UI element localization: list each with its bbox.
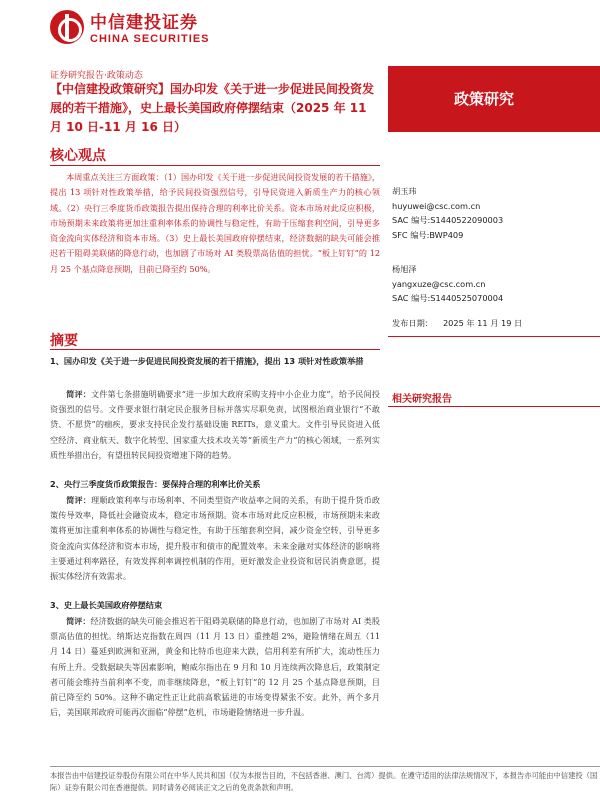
comment-label: 简评： bbox=[66, 616, 91, 626]
comment-label: 简评： bbox=[66, 389, 91, 399]
summary-item-title: 1、国办印发《关于进一步促进民间投资发展的若干措施》，提出 13 项针对性政策举措 bbox=[50, 356, 364, 366]
brand-logo bbox=[50, 8, 210, 45]
analyst-sfc: SFC 编号:BWP409 bbox=[392, 229, 464, 240]
analyst-card bbox=[392, 184, 592, 242]
analyst-sac: SAC 编号:S1440525070004 bbox=[392, 293, 504, 303]
footer-divider bbox=[50, 766, 600, 767]
publish-date-label: 发布日期： bbox=[392, 318, 433, 328]
summary-heading: 摘要 bbox=[50, 333, 78, 349]
comment-label: 简评： bbox=[66, 495, 91, 505]
publish-date-value: 2025 年 11 月 19 日 bbox=[442, 318, 523, 328]
brand-name-en: CHINA SECURITIES bbox=[90, 33, 210, 45]
summary-divider bbox=[50, 349, 380, 350]
analyst-email[interactable]: huyuwei@csc.com.cn bbox=[392, 200, 481, 211]
publish-date bbox=[392, 318, 522, 329]
brand-name-cn: 中信建投证券 bbox=[90, 13, 198, 33]
key-points-divider bbox=[50, 165, 380, 166]
summary-item-comment bbox=[50, 493, 380, 584]
comment-text: 理顺政策利率与市场利率、不同类型资产收益率之间的关系，有助于提升货币政策传导效率，降低社会融资成本，稳定市场预期。资本市场对此反应积极，市场预期未来政策将更加注重利率体系的协调性与稳定性，有助于压缩套利空间，减少资金空转，引导更多资金流向实体经济和资本市场，提升股市和债市的配置效率。未来金融对实体经济的影响将主要通过利率路径，有效发挥利率调控机制的作用，更好激发企业投资和居民消费意愿，提振实体经济有效需求。 bbox=[50, 495, 380, 582]
analyst-card bbox=[392, 262, 592, 306]
disclaimer-footer: 本报告由中信建投证券股份有限公司在中华人民共和国（仅为本报告目的，不包括香港、澳门、台湾）提供。在遵守适用的法律法规情况下，本报告亦可能由中信建投（国际）证券有限公司在香港提供。同时请务必阅读正文之后的免责条款和声明。 bbox=[50, 771, 598, 792]
summary-item-title: 2、央行三季度货币政策报告：要保持合理的利率比价关系 bbox=[50, 479, 261, 489]
page-header bbox=[0, 0, 600, 62]
report-type: 证券研究报告·政策动态 bbox=[50, 71, 143, 81]
report-title: 【中信建投政策研究】国办印发《关于进一步促进民间投资发展的若干措施》，史上最长美国政府停摆结束（2025 年 11 月 10 日-11 月 16 日） bbox=[50, 82, 375, 134]
analyst-name: 胡玉玮 bbox=[392, 186, 417, 196]
related-reports-divider bbox=[388, 406, 600, 407]
summary-item-comment bbox=[50, 614, 380, 720]
analyst-sac: SAC 编号:S1440522090003 bbox=[392, 215, 504, 225]
brand-logo-icon bbox=[50, 10, 84, 44]
category-banner bbox=[388, 66, 600, 132]
category-banner-label: 政策研究 bbox=[454, 90, 515, 108]
comment-text: 经济数据的缺失可能会推迟若干阻碍美联储的降息行动，也加剧了市场对 AI 类股票高估值的担忧。纳斯达克指数在周四（11 月 13 日）重挫超 2%，避险情绪在周五（11 月 14 日）蔓延到欧洲和亚洲，黄金和比特币也迎来大跌，信用利差有所扩大，流动性压力有所上升。受数据缺失等因素影响，鲍威尔指出在 9 月和 10 月连续两次降息后，政策制定者可能会维持当前利率不变，而非继续降息，“板上钉钉”的 12 月 25 个基点降息预期，目前已降至约 50%。这种不确定性正让此前高歌猛进的市场变得紧张不安。此外，两个多月后，美国联邦政府可能再次面临“停摆”危机，市场避险情绪进一步升温。 bbox=[50, 616, 380, 718]
key-points-body: 本周重点关注三方面政策：（1）国办印发《关于进一步促进民间投资发展的若干措施》，提出 13 项针对性政策举措，给予民间投资强烈信号，引导民资进入新质生产力的核心领域。（2）央行三季度货币政策报告提出保持合理的利率比价关系。资本市场对此反应积极，市场预期未来政策将更加注重利率体系的协调性与稳定性，有助于压缩套利空间，引导更多资金流向实体经济和资本市场。（3）史上最长美国政府停摆结束，经济数据的缺失可能会推迟若干阻碍美联储的降息行动，也加剧了市场对 AI 类股票高估值的担忧。“板上钉钉”的 12 月 25 个基点降息预期，目前已降至约 50%。 bbox=[50, 172, 380, 274]
right-column-divider bbox=[388, 336, 600, 337]
key-points-heading: 核心观点 bbox=[50, 148, 106, 164]
related-reports-heading: 相关研究报告 bbox=[392, 394, 452, 405]
comment-text: 文件第七条措施明确要求“进一步加大政府采购支持中小企业力度”，给予民间投资强烈的信号。文件要求银行制定民企服务目标并落实尽职免责，试图根治商业银行“不敢贷、不愿贷”的痼疾，要求支持民企发行基础设施 REITs，意义重大。文件引导民资进入低空经济、商业航天、数字化转型、国家重大技术攻关等“新质生产力”的核心领域，一系列实质性举措出台，有望扭转民间投资增速下降的趋势。 bbox=[50, 389, 380, 460]
analyst-name: 杨旭泽 bbox=[392, 264, 417, 274]
summary-item-title: 3、史上最长美国政府停摆结束 bbox=[50, 600, 163, 610]
summary-item-comment bbox=[50, 387, 380, 463]
analyst-email[interactable]: yangxuze@csc.com.cn bbox=[392, 278, 486, 289]
